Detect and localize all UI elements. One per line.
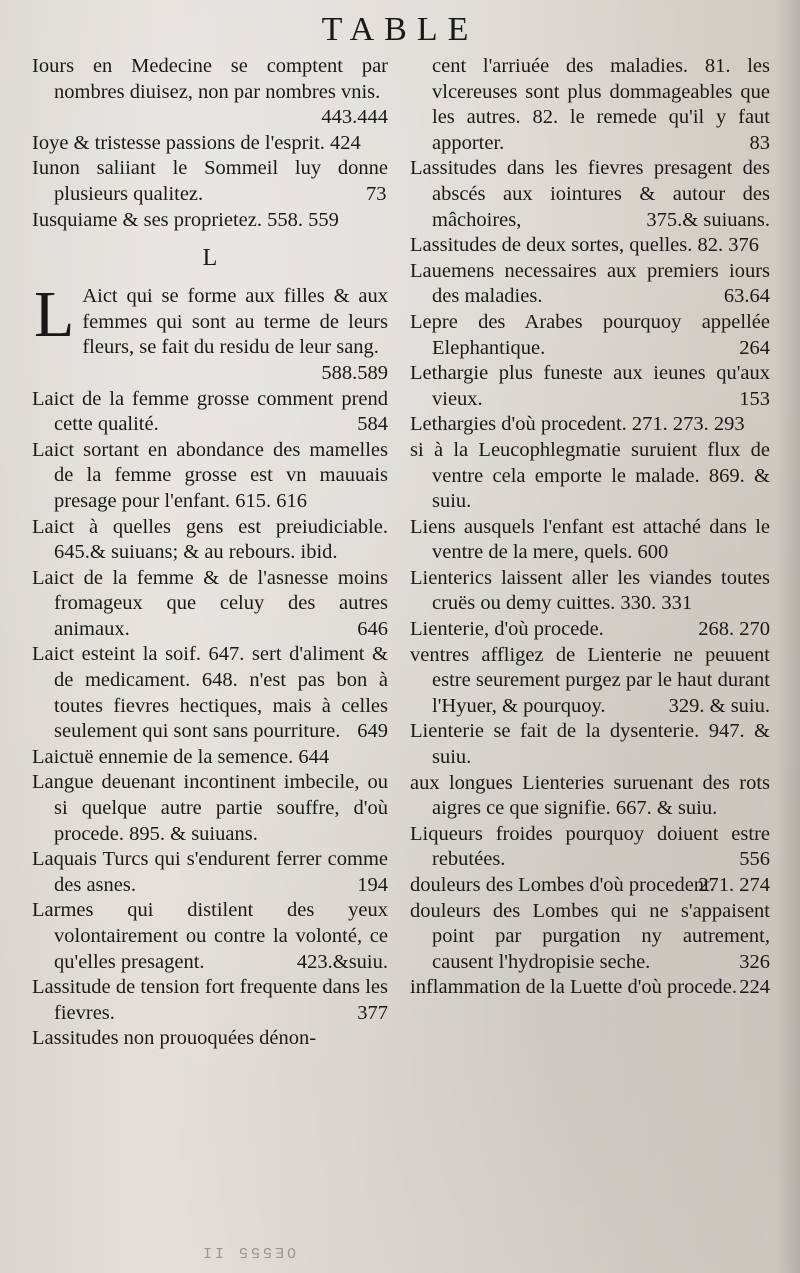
- entry-text: Langue deuenant incontinent imbecile, ou si quelque autre partie souffre, d'où procede. 895. & suiuans.: [32, 771, 388, 845]
- entry-text: Lienterie, d'où procede.: [410, 618, 604, 641]
- entry-text: Lepre des Arabes pourquoy appellée Elephantique.: [410, 310, 770, 359]
- entry-text: Laquais Turcs qui s'endurent ferrer comme des asnes.: [32, 848, 388, 896]
- library-stamp: OE555 II: [200, 1243, 297, 1260]
- index-entry: [410, 719, 770, 770]
- entry-page-ref: 588.589: [321, 361, 388, 384]
- index-entry: [410, 771, 770, 822]
- entry-text: Lienterie se fait de la dysenterie. 947. & suiu.: [410, 720, 770, 769]
- entry-text: Larmes qui distilent des yeux volontairement ou contre la volonté, ce qu'elles presagent.: [32, 899, 388, 973]
- entry-text: Laict esteint la soif. 647. sert d'aliment & de medicament. 648. n'est pas bon à toutes fievres hectiques, mais à celles seulement qui sont sans pourriture.: [32, 643, 388, 743]
- entry-page-ref: 423.&suiu.: [296, 950, 388, 973]
- entry-text: si à la Leucophlegmatie suruient flux de ventre cela emporte le malade. 869. & suiu.: [410, 438, 770, 513]
- index-entry-continued: [410, 54, 770, 156]
- index-entry: [410, 361, 770, 412]
- index-entry: [410, 438, 770, 515]
- entry-text: Liqueurs froides pourquoy doiuent estre rebutées.: [410, 822, 770, 871]
- entry-text: Iours en Medecine se comptent par nombres diuisez, non par nombres vnis.: [32, 55, 388, 103]
- entry-text: Laict de la femme grosse comment prend cette qualité.: [32, 387, 388, 436]
- index-entry: [410, 822, 770, 873]
- index-entry: [410, 899, 770, 976]
- entry-text: Laict de la femme & de l'asnesse moins fromageux que celuy des autres animaux.: [32, 566, 388, 640]
- entry-text: Lethargies d'où procedent. 271. 273. 293: [410, 413, 745, 436]
- index-entry: [32, 745, 388, 771]
- entry-text: Lassitude de tension fort frequente dans les fievres.: [32, 976, 388, 1024]
- entry-page-ref: 443.444: [321, 106, 388, 129]
- index-entry: [32, 387, 388, 438]
- entry-text: Iusquiame & ses proprietez. 558. 559: [32, 208, 339, 231]
- section-letter-heading: L: [202, 245, 218, 272]
- index-entry: [32, 208, 388, 234]
- entry-text: inflammation de la Luette d'où procede.: [410, 976, 738, 999]
- entry-text: Laict à quelles gens est preiudiciable. 645.& suiuans; & au rebours. ibid.: [32, 515, 388, 564]
- entry-page-ref: 153: [739, 387, 770, 410]
- entry-page-ref: 194: [357, 873, 388, 896]
- running-head: TABLE: [321, 11, 479, 48]
- index-entry: [410, 617, 770, 643]
- entry-page-ref: 268. 270: [698, 618, 770, 641]
- index-entry: [32, 54, 388, 131]
- index-entry: [32, 566, 388, 643]
- index-entry: [410, 233, 770, 259]
- entry-page-ref: 326: [739, 950, 770, 973]
- entry-text: Lauemens necessaires aux premiers iours des maladies.: [410, 259, 770, 308]
- index-entry: [32, 975, 388, 1026]
- entry-text: Lethargie plus funeste aux ieunes qu'aux vieux.: [410, 362, 770, 410]
- entry-page-ref: 224: [739, 976, 770, 999]
- index-entry: Iunon saliiant le Sommeil luy donne plusieurs qualitez. 73: [32, 157, 388, 205]
- entry-page-ref: 649: [357, 720, 388, 743]
- index-entry: [32, 1026, 388, 1052]
- left-entries-list: [32, 54, 388, 233]
- index-entry: [32, 898, 388, 975]
- index-entry: [410, 310, 770, 361]
- index-entry: [410, 873, 770, 899]
- entry-page-ref: 329. & suiu.: [668, 694, 770, 717]
- entry-page-ref: 646: [357, 617, 388, 640]
- index-entry: [32, 131, 388, 157]
- entry-page-ref: 556: [739, 848, 770, 871]
- index-entry: [32, 642, 388, 744]
- right-entries-list: [410, 54, 770, 1001]
- entry-page-ref: 271. 274: [698, 874, 770, 896]
- page-edge-shadow: [776, 0, 800, 1273]
- entry-text: aux longues Lienteries suruenant des rots aigres ce que signifie. 667. & suiu.: [410, 771, 770, 820]
- drop-cap-letter: L: [34, 278, 75, 352]
- entry-text: Ioye & tristesse passions de l'esprit. 424: [32, 131, 361, 154]
- entry-text: douleurs des Lombes d'où procedent.: [410, 874, 715, 896]
- entry-page-ref: 264: [739, 336, 770, 359]
- entry-text: Lassitudes non prouoquées dénon-: [32, 1027, 317, 1050]
- index-entry: [410, 515, 770, 566]
- entry-text: ventres affligez de Lienterie ne peuuent estre seurement purgez par le haut durant l'Hyuer, & pourquoy.: [410, 643, 770, 717]
- entry-text: Lienterics laissent aller les viandes toutes cruës ou demy cuittes. 330. 331: [410, 566, 770, 615]
- entry-page-ref: 584: [357, 413, 388, 436]
- entry-text: Laictuë ennemie de la semence. 644: [32, 745, 330, 768]
- entry-text: Laict sortant en abondance des mamelles de la femme grosse est vn mauuais presage pour l'enfant. 615. 616: [32, 438, 388, 512]
- entry-text: Liens ausquels l'enfant est attaché dans le ventre de la mere, quels. 600: [410, 515, 770, 564]
- entry-text: Aict qui se forme aux filles & aux femmes qui sont au terme de leurs fleurs, se fait du residu de leur sang.: [82, 285, 388, 359]
- index-entry: [32, 515, 388, 566]
- index-entry: [410, 975, 770, 1001]
- index-entry: [32, 438, 388, 515]
- entry-text: Lassitudes de deux sortes, quelles. 82. 376: [410, 234, 760, 257]
- entry-page-ref: 377: [357, 1001, 388, 1024]
- index-entry-initial: [32, 278, 388, 386]
- index-entry: [410, 412, 770, 438]
- index-entry: [32, 847, 388, 898]
- index-column-left: [32, 54, 388, 1052]
- entry-text: Iunon saliiant le Sommeil luy donne plusieurs qualitez.: [32, 157, 388, 205]
- index-entry: [32, 770, 388, 847]
- entry-page-ref: 83: [749, 131, 770, 154]
- entry-text: cent l'arriuée des maladies. 81. les vlcereuses sont plus dommageables que les autres. 82. le remede qu'il y faut apporter.: [432, 55, 770, 154]
- left-entries-l-list: [32, 387, 388, 1052]
- index-entry: [410, 156, 770, 233]
- entry-page-ref: 375.& suiuans.: [646, 208, 770, 231]
- entry-text: douleurs des Lombes qui ne s'appaisent point par purgation ny autrement, causent l'hydropisie seche.: [410, 899, 770, 973]
- index-entry: [410, 259, 770, 310]
- index-entry: [410, 643, 770, 720]
- entry-text: Lassitudes dans les fievres presagent des abscés aux iointures & autour des mâchoires,: [410, 157, 770, 231]
- index-column-right: [410, 54, 770, 1001]
- index-entry: [410, 566, 770, 617]
- entry-page-ref: 63.64: [723, 285, 770, 308]
